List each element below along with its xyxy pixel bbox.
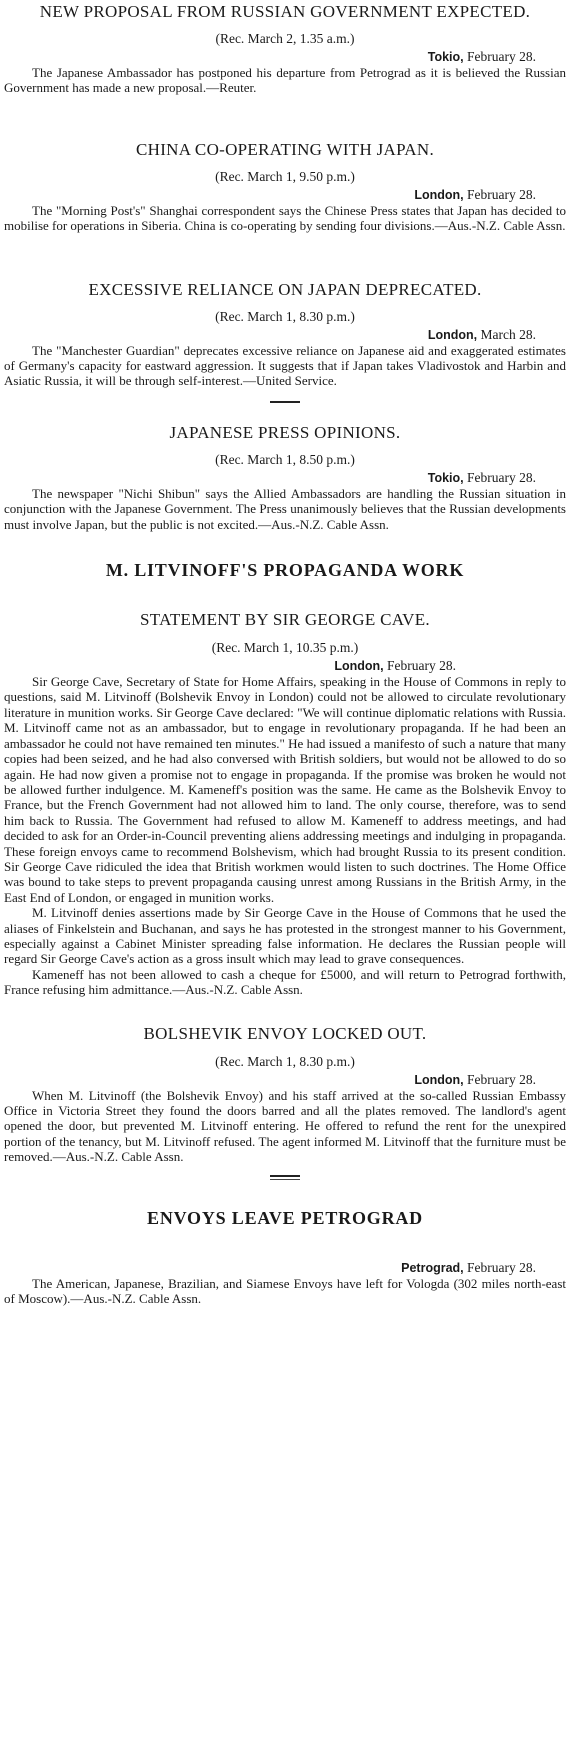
dateline-place: Tokio, (427, 470, 464, 485)
dateline-date: February 28. (467, 186, 536, 202)
dateline-place: London, (414, 1072, 464, 1087)
article-paragraph: The "Morning Post's" Shanghai correspondent says the Chinese Press states that Japan has decided to mobilise for operations in Siberia. China is co-operating by sending four divisions.—Aus.-N.Z. Cable Assn. (4, 202, 566, 234)
dateline-date: March 28. (480, 326, 536, 342)
received-time: (Rec. March 1, 8.30 p.m.) (215, 1053, 355, 1069)
article-paragraph: The newspaper "Nichi Shibun" says the Allied Ambassadors are handling the Russian situation in conjunction with the Japanese Government. The Press unanimously believes that the Russian developments must involve Japan, but the public is not excited.—Aus.-N.Z. Cable Assn. (4, 485, 566, 532)
dateline (4, 49, 566, 65)
article-paragraph: Kameneff has not been allowed to cash a cheque for £5000, and will return to Petrograd forthwith, France refusing him admittance.—Aus.-N.Z. Cable Assn. (4, 966, 566, 998)
headline-excessive-reliance: EXCESSIVE RELIANCE ON JAPAN DEPRECATED. (88, 279, 482, 299)
dateline (4, 1072, 566, 1088)
dateline (4, 658, 566, 674)
section-title: M. LITVINOFF'S PROPAGANDA WORK (105, 560, 465, 581)
spacer (4, 1165, 566, 1175)
received-time: (Rec. March 1, 8.50 p.m.) (215, 451, 355, 467)
spacer (4, 1180, 566, 1208)
headline-george-cave: STATEMENT BY SIR GEORGE CAVE. (140, 610, 430, 630)
spacer (4, 234, 566, 280)
dateline-date: February 28. (467, 1259, 536, 1275)
article-paragraph: When M. Litvinoff (the Bolshevik Envoy) and his staff arrived at the so-called Russian Embassy Office in Victoria Street they found the doors barred and all the plates removed. The landlord's agent opened the door, but prevented M. Litvinoff entering. He offered to refund the rent for the unexpired portion of the tenancy, but M. Litvinoff refused. The agent informed M. Litvinoff that the furniture must be removed.—Aus.-N.Z. Cable Assn. (4, 1087, 566, 1165)
dateline-date: February 28. (387, 658, 456, 674)
article-paragraph: Sir George Cave, Secretary of State for Home Affairs, speaking in the House of Commons in reply to questions, said M. Litvinoff (Bolshevik Envoy in London) could not be allowed to circulate revolutionary literature in munition works. Sir George Cave declared: "We will continue diplomatic relations with Russia. M. Litvinoff came not as an ambassador, but to engage in revolutionary propaganda. If he had been an ambassador he could not have remained ten minutes." He had issued a manifesto of such a nature that many copies had been seized, and he had also conversed with British soldiers, but would not be allowed to do so again. He had now given a promise not to engage in propaganda. If the promise was broken he would not be allowed further indulgence. M. Kameneff's position was the same. He came as the Bolshevik Envoy to France, but the French Government had not allowed him to land. The only course, therefore, was to send him back to Russia. The Government had refused to allow M. Kameneff to address meetings, and had decided to ask for an Order-in-Council preventing aliens addressing meetings and indulging in propaganda. These foreign envoys came to recommend Bolshevism, which had brought Russia to its present condition. Sir George Cave ridiculed the idea that British workmen would listen to such doctrines. The Home Office was bound to take steps to prevent propaganda causing unrest among Russians in the British Army, in the East End of London, or engaged in munition works. (4, 674, 566, 905)
spacer (4, 389, 566, 401)
article-excessive-reliance (4, 280, 566, 389)
article-china (4, 140, 566, 234)
dateline (4, 1260, 566, 1276)
dateline-place: Petrograd, (401, 1260, 464, 1275)
article-paragraph: The "Manchester Guardian" deprecates excessive reliance on Japanese aid and exaggerated estimates of Germany's capacity for eastward aggression. It suggests that if Japan takes Vladivostok and Harbin and Asiatic Russia, it will be through self-interest.—United Service. (4, 342, 566, 389)
spacer (4, 580, 566, 610)
received-time: (Rec. March 1, 8.30 p.m.) (215, 308, 355, 324)
dateline (4, 187, 566, 203)
article-paragraph: The American, Japanese, Brazilian, and Siamese Envoys have left for Vologda (302 miles north-east of Moscow).—Aus.-N.Z. Cable Assn. (4, 1275, 566, 1307)
spacer (4, 1228, 566, 1258)
dateline-date: February 28. (467, 1071, 536, 1087)
dateline-place: London, (414, 187, 464, 202)
article-envoys-leave (4, 1208, 566, 1307)
spacer (4, 532, 566, 560)
dateline (4, 327, 566, 343)
dateline-date: February 28. (467, 49, 536, 64)
headline-new-proposal: NEW PROPOSAL FROM RUSSIAN GOVERNMENT EXPECTED. (39, 2, 531, 21)
article-george-cave (4, 610, 566, 998)
article-japanese-press (4, 423, 566, 532)
headline-china: CHINA CO-OPERATING WITH JAPAN. (135, 139, 435, 159)
spacer (4, 96, 566, 140)
spacer (4, 403, 566, 423)
spacer (4, 998, 566, 1024)
article-paragraph: M. Litvinoff denies assertions made by Sir George Cave in the House of Commons that he used the aliases of Finkelstein and Buchanan, and says he has protested in the strongest manner to his Government, especially against a Cabinet Minister spreading false information. He declares the Russian people will regard Sir George Cave's action as a gross insult which may lead to grave consequences. (4, 905, 566, 967)
headline-locked-out: BOLSHEVIK ENVOY LOCKED OUT. (143, 1023, 427, 1043)
dateline-place: London, (427, 327, 478, 342)
dateline-place: Tokio, (427, 50, 464, 64)
article-paragraph: The Japanese Ambassador has postponed his departure from Petrograd as it is believed the Russian Government has made a new proposal.—Reuter. (4, 65, 566, 96)
received-time: (Rec. March 1, 10.35 p.m.) (211, 640, 359, 656)
headline-japanese-press: JAPANESE PRESS OPINIONS. (169, 422, 401, 442)
dateline-place: London, (334, 659, 384, 674)
article-locked-out (4, 1024, 566, 1165)
received-time: (Rec. March 1, 9.50 p.m.) (215, 168, 355, 184)
dateline-date: February 28. (467, 469, 536, 485)
article-new-proposal (4, 0, 566, 96)
received-time: (Rec. March 2, 1.35 a.m.) (215, 31, 355, 46)
dateline (4, 470, 566, 486)
headline-envoys-leave: ENVOYS LEAVE PETROGRAD (147, 1207, 423, 1228)
